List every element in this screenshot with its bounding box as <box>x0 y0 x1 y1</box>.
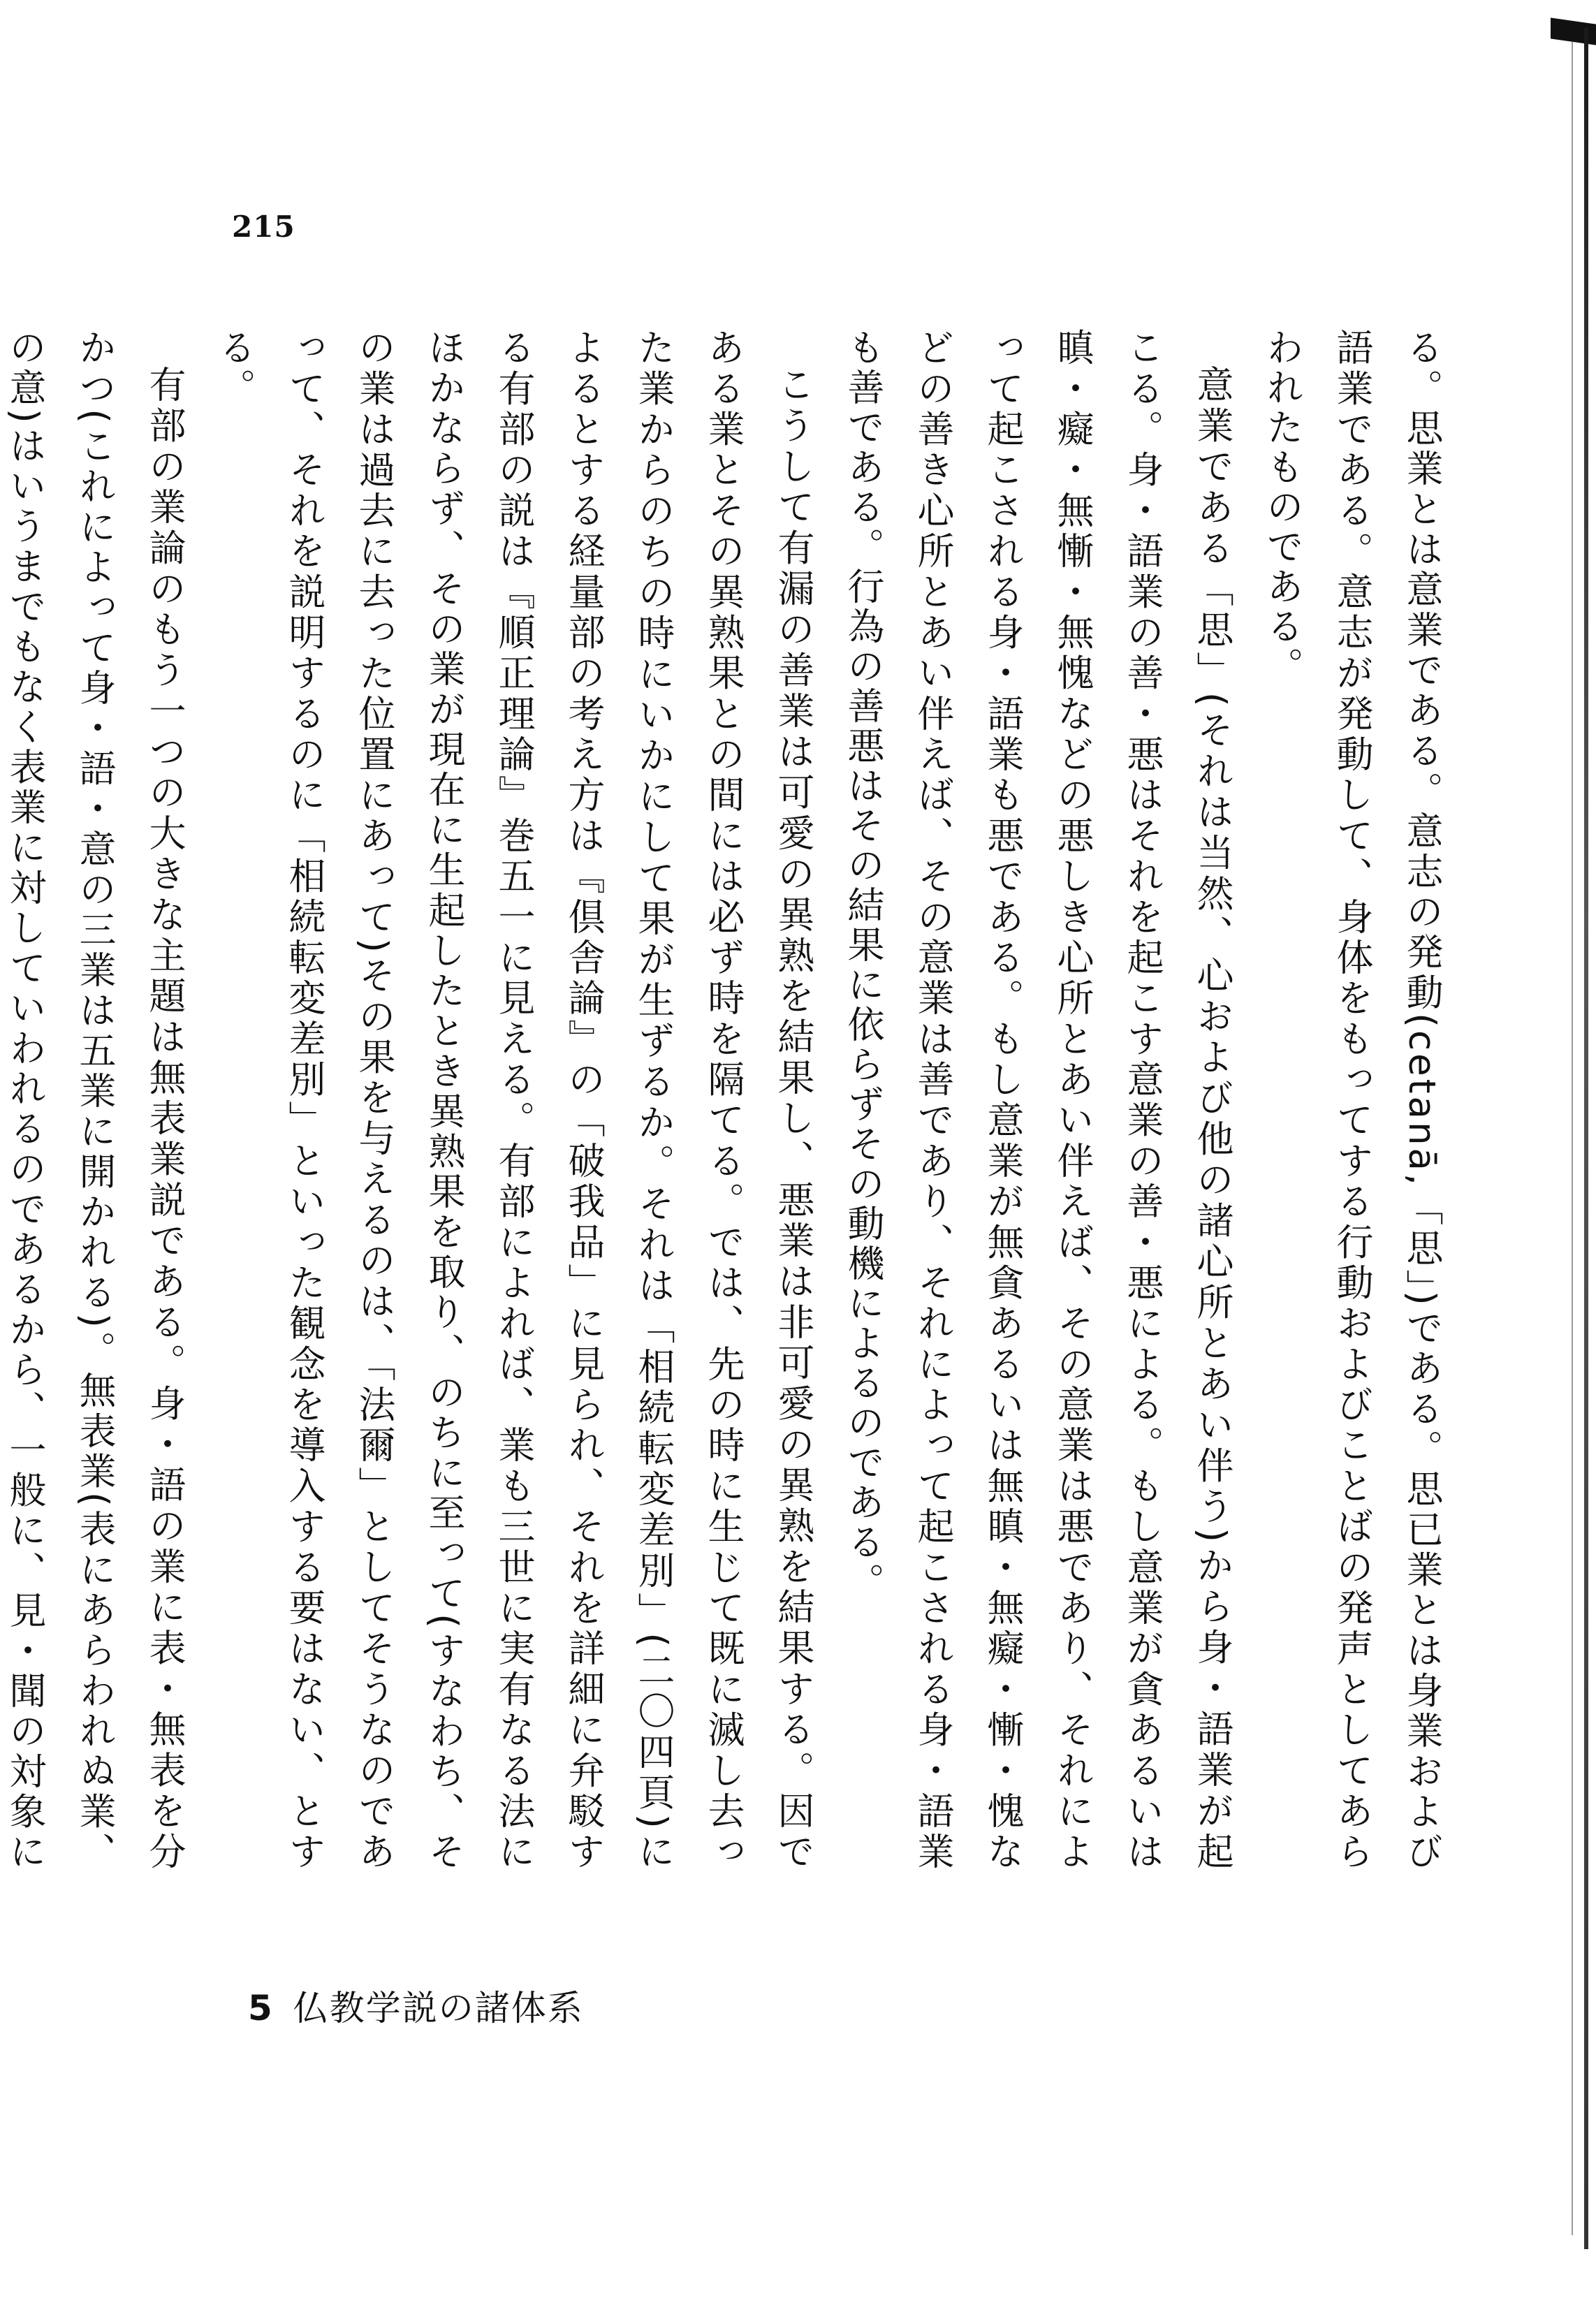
paragraph-1: る。思業とは意業である。意志の発動(cetanā,「思」)である。思已業とは身業および語業である。意志が発動して、身体をもってする行動およびことばの発声としてあらわれたものである。 <box>1261 328 1443 1872</box>
chapter-footer <box>248 1980 584 2031</box>
scan-edge-line-inner <box>1572 42 1573 2235</box>
paragraph-2: 意業である「思」(それは当然、心および他の諸心所とあい伴う)から身・語業が起こる。身・語業の善・悪はそれを起こす意業の善・悪による。もし意業が貪あるいは瞋・癡・無慚・無愧などの悪しき心所とあい伴えば、その意業は悪であり、それによって起こされる身・語業も悪である。もし意業が無貪あるいは無瞋・無癡・慚・愧などの善き心所とあい伴えば、その意業は善であり、それによって起こされる身・語業も善である。行為の善悪はその結果に依らずその動機によるのである。 <box>842 328 1233 1873</box>
scan-edge-shadow <box>1551 17 1596 45</box>
chapter-title: 仏教学説の諸体系 <box>293 1988 584 2028</box>
page-number: 215 <box>232 210 295 244</box>
body-text <box>3 328 1456 1873</box>
paragraph-3: こうして有漏の善業は可愛の異熟を結果し、悪業は非可愛の異熟を結果する。因である業とその異熟果との間には必ず時を隔てる。では、先の時に生じて既に滅し去った業からのちの時にいかにして果が生ずるか。それは「相続転変差別」(二〇四頁)によるとする経量部の考え方は『倶舎論』の「破我品」に見られ、それを詳細に弁駁する有部の説は『順正理論』巻五一に見える。有部によれば、業も三世に実有なる法にほかならず、その業が現在に生起したとき異熟果を取り、のちに至って(すなわち、その業は過去に去った位置にあって)その果を与えるのは、「法爾」としてそうなのであって、それを説明するのに「相続転変差別」といった観念を導入する要はない、とする。 <box>213 328 814 1873</box>
scan-edge-line <box>1584 28 1588 2249</box>
paragraph-4: 有部の業論のもう一つの大きな主題は無表業説である。身・語の業に表・無表を分かつ(これによって身・語・意の三業は五業に開かれる)。無表業(表にあらわれぬ業、の意)はいうまでもなく表業に対していわれるのであるから、一般に、見・聞の対象に <box>3 328 186 1873</box>
chapter-number: 5 <box>248 1988 274 2028</box>
